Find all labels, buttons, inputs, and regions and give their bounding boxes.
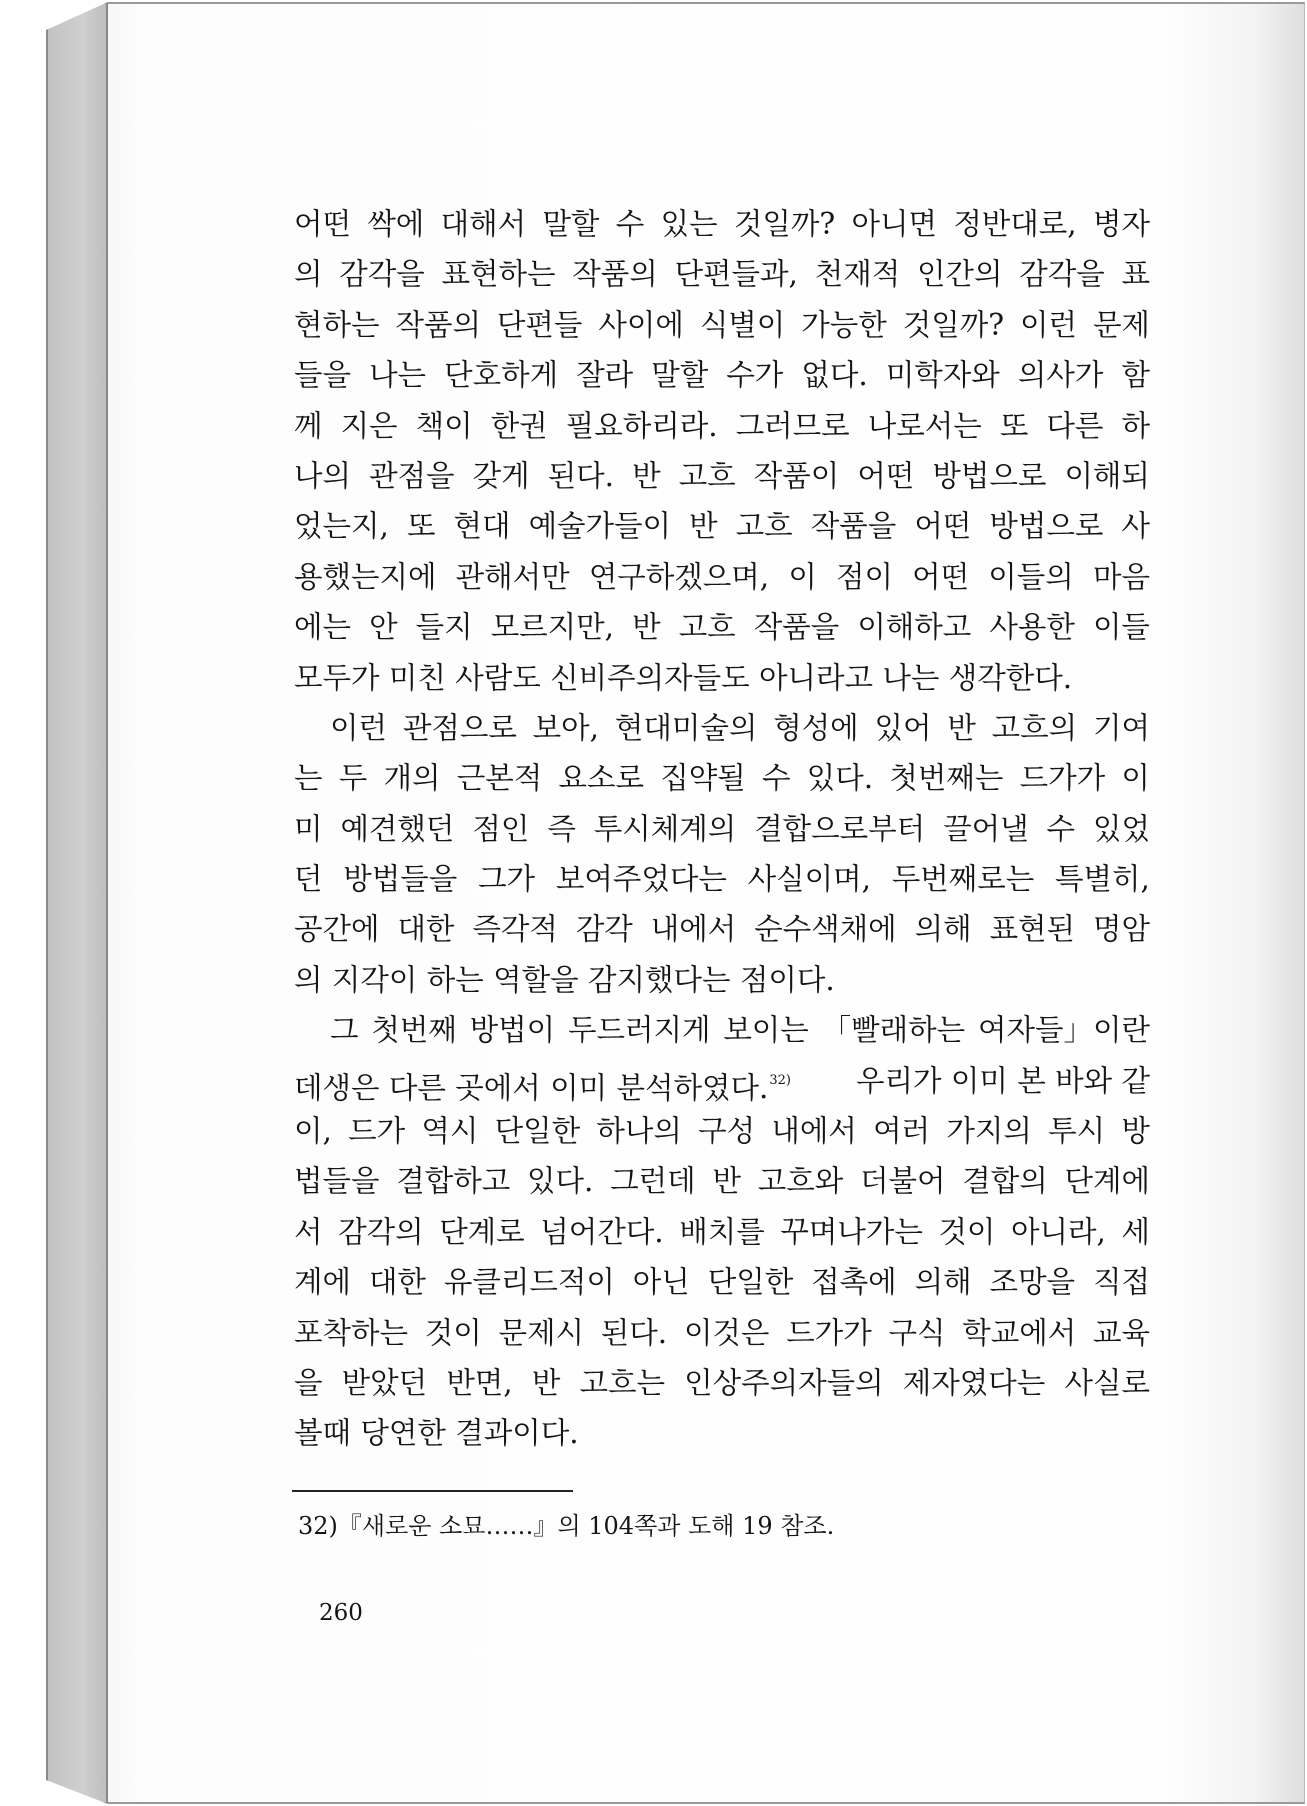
word: 천재적	[814, 257, 901, 292]
word: 수	[762, 761, 791, 796]
word: 고흐	[678, 610, 736, 645]
word: 이,	[294, 1114, 332, 1149]
book-spine-edge	[46, 2, 108, 1804]
body-line	[294, 1106, 1150, 1156]
word: 대한	[397, 912, 455, 947]
body-line	[294, 249, 1150, 299]
body-line	[294, 1358, 1150, 1408]
word: 병자	[1093, 207, 1150, 241]
word: 정반대로,	[953, 207, 1077, 241]
word: 관해서만	[455, 559, 570, 594]
word: 아닌	[632, 1265, 690, 1300]
word: 단편들	[496, 307, 583, 342]
word: 작품의	[572, 257, 658, 292]
word: 현대	[453, 509, 511, 544]
word: 계에	[294, 1265, 351, 1300]
body-line	[294, 1207, 1150, 1257]
word: 인간의	[916, 257, 1003, 292]
page-number: 260	[319, 1600, 363, 1626]
word: 이것은	[683, 1315, 770, 1350]
word: 첫번째는	[889, 761, 1004, 796]
word: 을	[294, 1365, 323, 1400]
word: 직접	[1092, 1265, 1150, 1300]
word: 것이	[938, 1214, 996, 1249]
word: 교육	[1093, 1315, 1150, 1350]
word: 연구하겠으며,	[588, 559, 770, 594]
body-line	[294, 501, 1150, 551]
word: 배치를	[679, 1214, 765, 1249]
word: 그가	[478, 862, 536, 897]
word: 또	[406, 509, 436, 544]
word: 필요하리라.	[565, 408, 718, 443]
word: 나는	[369, 358, 427, 393]
body-line-text: 우리가 이미 본 바와 같	[846, 1063, 1150, 1098]
word: 포착하는	[294, 1315, 408, 1350]
word: 수	[615, 207, 645, 241]
word: 여러	[873, 1114, 931, 1149]
word: 결합하고	[396, 1164, 511, 1199]
word: 단일한	[494, 1114, 581, 1149]
word: 한권	[490, 408, 548, 443]
word: 두드러지게	[567, 1013, 711, 1048]
word: 구성	[698, 1114, 756, 1149]
word: 고흐는	[579, 1365, 665, 1400]
word: 대해서	[440, 207, 527, 241]
word: 의해	[914, 912, 972, 947]
body-line	[294, 1308, 1150, 1358]
word: 말할	[651, 358, 709, 393]
word: 드가	[348, 1114, 406, 1149]
word: 사이에	[598, 307, 684, 342]
word: 들을	[294, 358, 351, 393]
word: 단편들과,	[674, 257, 798, 292]
body-line	[294, 1005, 1150, 1055]
word: 구식	[888, 1315, 946, 1350]
word: 내에서	[771, 1114, 857, 1149]
word: 사실이며,	[747, 862, 871, 897]
word: 근본적	[456, 761, 543, 796]
word: 갖게	[472, 458, 530, 493]
body-line	[294, 1257, 1150, 1307]
word: 나로서는	[867, 408, 982, 443]
word: 그	[330, 1013, 359, 1048]
body-line	[294, 350, 1150, 400]
word: 책이	[415, 408, 473, 443]
footnote-rule	[292, 1490, 573, 1492]
word: 첫번째	[371, 1013, 457, 1048]
word: 다른	[1046, 408, 1104, 443]
word: 단일한	[707, 1265, 794, 1300]
word: 개의	[383, 761, 441, 796]
word: 어떤	[857, 458, 915, 493]
word: 반	[632, 610, 661, 645]
word: 었는지,	[294, 509, 389, 544]
word: 말할	[542, 207, 600, 241]
word: 보이는	[723, 1013, 809, 1048]
word: 수가	[726, 358, 784, 393]
word: 이	[1121, 761, 1150, 796]
word: 모르지만,	[490, 610, 615, 645]
word: 제자였다는	[902, 1365, 1046, 1400]
footnote-reference: 32)	[769, 1072, 791, 1088]
word: 것일까?	[733, 207, 836, 241]
word: 요소로	[558, 761, 644, 796]
word: 단호하게	[444, 358, 559, 393]
word: 고흐와	[757, 1164, 844, 1199]
word: 표현하는	[441, 257, 556, 292]
word: 방법들을	[343, 862, 458, 897]
word: 고흐	[735, 509, 793, 544]
word: 방법으로	[989, 509, 1104, 544]
word: 있다.	[527, 1164, 594, 1199]
body-line: 모두가 미친 사람도 신비주의자들도 아니라고 나는 생각한다.	[294, 660, 1073, 695]
word: 끌어낼	[943, 811, 1029, 846]
word: 마음	[1092, 559, 1150, 594]
word: 들지	[415, 610, 473, 645]
word: 여자들」이란	[977, 1013, 1150, 1048]
word: 아니라,	[1011, 1214, 1106, 1249]
word: 접촉에	[811, 1265, 897, 1300]
word: 수	[1046, 811, 1076, 846]
word: 유클리드적이	[443, 1265, 615, 1300]
word: 것일까?	[902, 307, 1005, 342]
word: 미학자와	[885, 358, 1000, 393]
word: 방법으로	[932, 458, 1047, 493]
word: 방	[1121, 1114, 1150, 1149]
body-line-text: 데생은 다른 곳에서 이미 분석하였다.	[294, 1070, 769, 1105]
word: 특별히,	[1055, 862, 1150, 897]
body-line	[294, 804, 1150, 854]
body-line	[294, 854, 1150, 904]
word: 넘어간다.	[540, 1214, 664, 1249]
word: 단계에	[1064, 1164, 1150, 1199]
word: 에는	[294, 610, 351, 645]
word: 이해되	[1064, 458, 1150, 493]
body-line	[294, 1156, 1150, 1206]
word: 것이	[424, 1315, 482, 1350]
word: 반	[947, 710, 976, 745]
body-line	[294, 753, 1150, 803]
word: 조망을	[989, 1265, 1076, 1300]
word: 단계로	[439, 1214, 525, 1249]
word: 감각을	[339, 257, 425, 292]
word: 고흐의	[991, 710, 1078, 745]
body-line	[294, 602, 1150, 652]
word: 순수색채에	[754, 912, 897, 947]
word: 아니면	[851, 207, 937, 241]
word: 표현된	[989, 912, 1076, 947]
body-line	[294, 199, 1150, 249]
word: 역시	[421, 1114, 479, 1149]
word: 된다.	[547, 458, 615, 493]
word: 있다.	[806, 761, 874, 796]
word: 반면,	[446, 1365, 513, 1400]
body-line: 볼때 당연한 결과이다.	[294, 1416, 579, 1451]
word: 이들의	[988, 559, 1074, 594]
word: 즉	[547, 811, 576, 846]
word: 싹에	[367, 207, 425, 241]
word: 기여	[1093, 710, 1150, 745]
word: 있어	[874, 710, 932, 745]
word: 세	[1121, 1214, 1150, 1249]
word: 나의	[294, 458, 351, 493]
word: 더불어	[859, 1164, 946, 1199]
word: 어떤	[294, 207, 351, 241]
word: 반	[531, 1365, 561, 1400]
word: 명암	[1093, 912, 1150, 947]
word: 예견했던	[340, 811, 455, 846]
word: 점이	[835, 559, 893, 594]
word: 관점을	[369, 458, 455, 493]
word: 내에서	[650, 912, 737, 947]
word: 이해하고	[857, 610, 972, 645]
word: 감각	[575, 912, 633, 947]
word: 집약될	[660, 761, 746, 796]
body-line: 의 지각이 하는 역할을 감지했다는 점이다.	[294, 962, 835, 997]
body-line	[294, 552, 1150, 602]
word: 작품을	[810, 509, 897, 544]
word: 현하는	[294, 307, 380, 342]
word: 고흐	[678, 458, 736, 493]
body-line	[294, 451, 1150, 501]
word: 관점으로	[402, 710, 517, 745]
word: 투시	[1048, 1114, 1106, 1149]
word: 던	[294, 862, 323, 897]
word: 반	[712, 1164, 741, 1199]
word: 「빨래하는	[821, 1013, 966, 1048]
word: 있는	[660, 207, 718, 241]
word: 없다.	[801, 358, 868, 393]
word: 이들	[1092, 610, 1150, 645]
word: 표	[1121, 257, 1150, 292]
word: 현대미술의	[614, 710, 758, 745]
word: 어떤	[912, 559, 970, 594]
body-line	[294, 300, 1150, 350]
word: 사	[1121, 509, 1150, 544]
word: 그런데	[610, 1164, 696, 1199]
word: 예술가들이	[528, 509, 672, 544]
word: 하	[1121, 408, 1150, 443]
word: 방법이	[469, 1013, 556, 1048]
word: 잘라	[576, 358, 634, 393]
word: 결합의	[962, 1164, 1048, 1199]
word: 또	[999, 408, 1029, 443]
word: 안	[369, 610, 398, 645]
body-line	[294, 904, 1150, 954]
word: 감각을	[1019, 257, 1105, 292]
word: 대한	[368, 1265, 426, 1300]
body-line	[294, 703, 1150, 753]
body-text	[294, 199, 1150, 1459]
word: 그러므로	[735, 408, 850, 443]
word: 투시체계의	[593, 811, 737, 846]
word: 함	[1121, 358, 1150, 393]
word: 작품의	[395, 307, 481, 342]
word: 인상주의자들의	[684, 1365, 884, 1400]
word: 감각의	[338, 1214, 424, 1249]
word: 문제시	[498, 1315, 585, 1350]
word: 드가가	[1019, 761, 1106, 796]
word: 용했는지에	[294, 559, 437, 594]
word: 이런	[330, 710, 387, 745]
word: 꾸며나가는	[780, 1214, 923, 1249]
word: 어떤	[914, 509, 972, 544]
word: 즉각적	[472, 912, 558, 947]
word: 법들을	[294, 1164, 380, 1199]
word: 미	[294, 811, 323, 846]
word: 작품이	[753, 458, 840, 493]
word: 가능한	[801, 307, 887, 342]
word: 하나의	[596, 1114, 682, 1149]
word: 의사가	[1017, 358, 1104, 393]
word: 께	[294, 408, 323, 443]
word: 있었	[1092, 811, 1150, 846]
word: 공간에	[294, 912, 380, 947]
word: 의	[294, 257, 323, 292]
word: 작품을	[753, 610, 840, 645]
word: 두번째로는	[891, 862, 1035, 897]
word: 드가가	[786, 1315, 872, 1350]
word: 식별이	[699, 307, 786, 342]
word: 서	[294, 1214, 323, 1249]
word: 된다.	[600, 1315, 668, 1350]
word: 보아,	[532, 710, 600, 745]
word: 받았던	[341, 1365, 428, 1400]
word: 사용한	[989, 610, 1075, 645]
word: 지은	[340, 408, 398, 443]
word: 보여주었다는	[555, 862, 727, 897]
footnote: 32)『새로운 소묘……』의 104쪽과 도해 19 참조.	[298, 1512, 835, 1540]
word: 점인	[472, 811, 530, 846]
word: 형성에	[773, 710, 859, 745]
word: 문제	[1092, 307, 1150, 342]
word: 두	[338, 761, 368, 796]
word: 반	[632, 458, 661, 493]
body-line	[294, 1056, 1150, 1106]
word: 가지의	[946, 1114, 1032, 1149]
word: 결합으로부터	[754, 811, 926, 846]
body-line	[294, 401, 1150, 451]
word: 이런	[1019, 307, 1077, 342]
word: 는	[294, 761, 323, 796]
word: 이	[788, 559, 817, 594]
word: 학교에서	[962, 1315, 1077, 1350]
word: 의해	[914, 1265, 972, 1300]
word: 사실로	[1064, 1365, 1150, 1400]
word: 반	[689, 509, 718, 544]
